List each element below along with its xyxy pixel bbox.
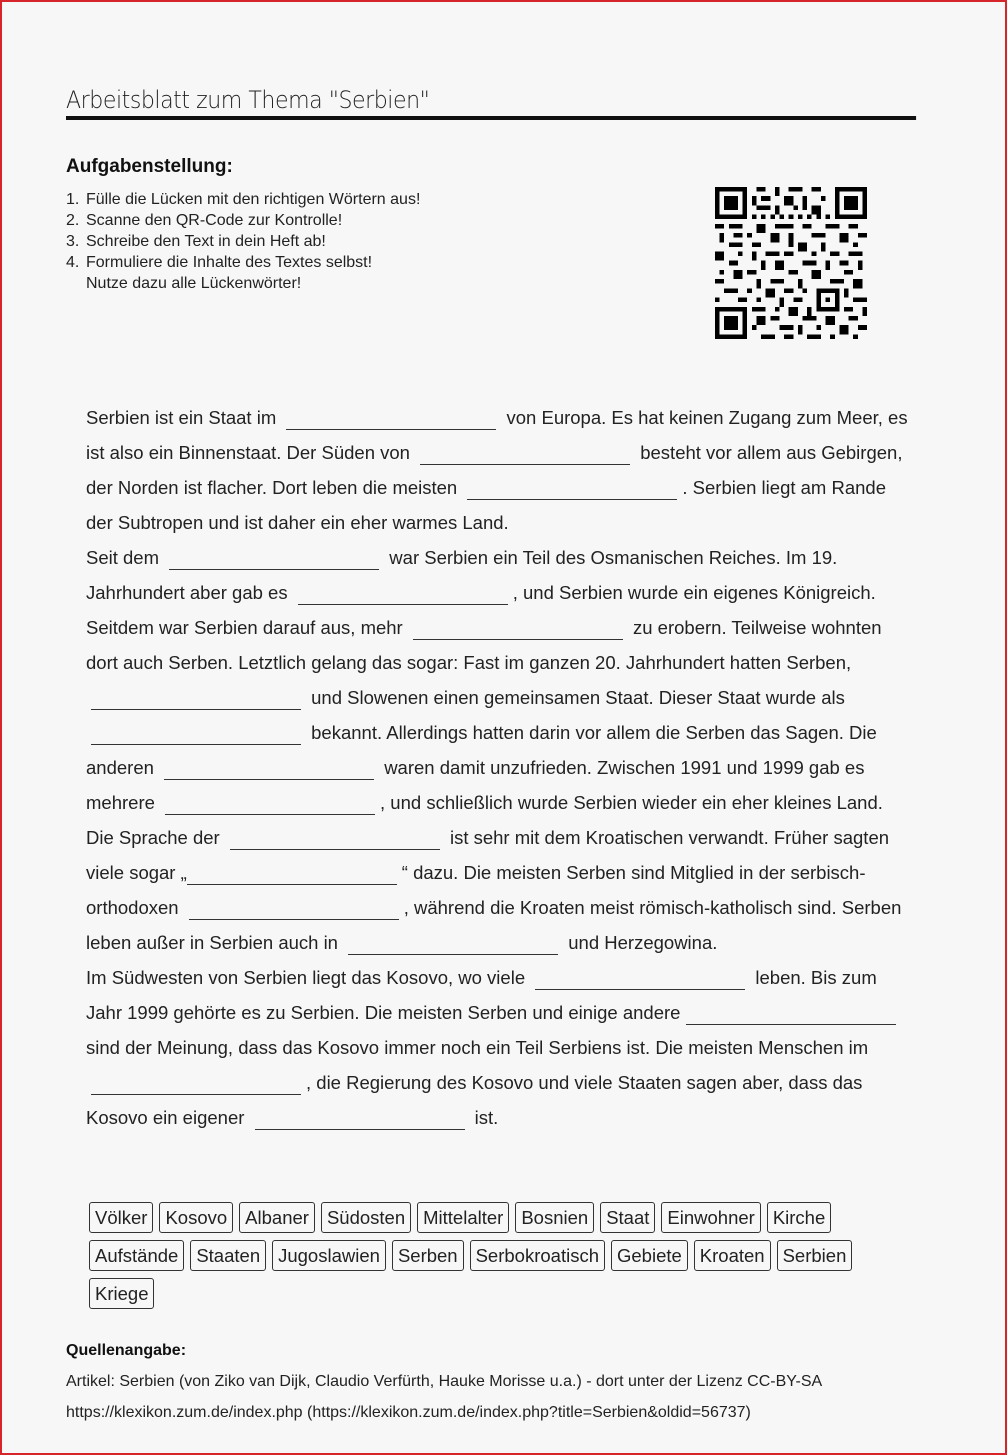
- gap-blank[interactable]: [164, 757, 374, 780]
- source-article: Artikel: Serbien (von Ziko van Dijk, Claudio Verfürth, Hauke Morisse u.a.) - dort unter der Lizenz CC-BY-SA: [66, 1373, 823, 1390]
- word-chip[interactable]: Staat: [600, 1202, 655, 1233]
- task-item: 4. Formuliere die Inhalte des Textes selbst!: [66, 254, 373, 271]
- source-link[interactable]: https://klexikon.zum.de/index.php (https://klexikon.zum.de/index.php?title=Serbien&oldid=56737): [66, 1404, 751, 1421]
- word-chip[interactable]: Völker: [89, 1202, 153, 1233]
- gap-blank[interactable]: [286, 407, 496, 430]
- gap-blank[interactable]: [189, 897, 399, 920]
- gap-blank[interactable]: [169, 547, 379, 570]
- word-chip[interactable]: Albaner: [239, 1202, 315, 1233]
- word-chip[interactable]: Kroaten: [694, 1240, 771, 1271]
- cloze-paragraph: Serbien ist ein Staat im von Europa. Es hat keinen Zugang zum Meer, es ist also ein Binnenstaat. Der Süden von besteht vor allem aus Gebirgen, der Norden ist flacher. Dort leben die meisten . Serbien liegt am Rande der Subtropen und ist daher ein eher warmes Land.: [86, 407, 908, 533]
- sources-heading: Quellenangabe:: [66, 1342, 187, 1359]
- gap-blank[interactable]: [298, 582, 508, 605]
- task-heading: Aufgabenstellung:: [66, 156, 233, 177]
- gap-blank[interactable]: [413, 617, 623, 640]
- task-item: 3. Schreibe den Text in dein Heft ab!: [66, 233, 326, 250]
- word-chip[interactable]: Kosovo: [159, 1202, 233, 1233]
- word-bank: [89, 1202, 909, 1309]
- task-item: 1. Fülle die Lücken mit den richtigen Wörtern aus!: [66, 191, 421, 208]
- gap-blank[interactable]: [230, 827, 440, 850]
- word-chip[interactable]: Serben: [392, 1240, 464, 1271]
- qr-code-icon[interactable]: [715, 187, 867, 339]
- gap-blank[interactable]: [348, 932, 558, 955]
- gap-blank[interactable]: [187, 862, 397, 885]
- page-title: Arbeitsblatt zum Thema "Serbien": [66, 86, 916, 120]
- word-chip[interactable]: Bosnien: [515, 1202, 594, 1233]
- word-chip[interactable]: Einwohner: [661, 1202, 760, 1233]
- word-chip[interactable]: Kirche: [767, 1202, 831, 1233]
- gap-blank[interactable]: [91, 722, 301, 745]
- cloze-paragraph: Im Südwesten von Serbien liegt das Kosovo, wo viele leben. Bis zum Jahr 1999 gehörte es zu Serbien. Die meisten Serben und einige andere sind der Meinung, dass das Kosovo immer noch ein Teil Serbiens ist. Die meisten Menschen im , die Regierung des Kosovo und viele Staaten sagen aber, dass das Kosovo ein eigener ist.: [86, 960, 916, 1135]
- word-chip[interactable]: Südosten: [321, 1202, 411, 1233]
- task-list: [66, 189, 420, 294]
- cloze-text: [86, 400, 916, 1135]
- task-item-continuation: Nutze dazu alle Lückenwörter!: [86, 275, 302, 292]
- gap-blank[interactable]: [535, 967, 745, 990]
- word-chip[interactable]: Kriege: [89, 1278, 154, 1309]
- word-chip[interactable]: Aufstände: [89, 1240, 184, 1271]
- gap-blank[interactable]: [255, 1107, 465, 1130]
- gap-blank[interactable]: [420, 442, 630, 465]
- cloze-paragraph: Seit dem war Serbien ein Teil des Osmanischen Reiches. Im 19. Jahrhundert aber gab es , und Serbien wurde ein eigenes Königreich. Seitdem war Serbien darauf aus, mehr zu erobern. Teilweise wohnten dort auch Serben. Letztlich gelang das sogar: Fast im ganzen 20. Jahrhundert hatten Serben, und Slowenen einen gemeinsamen Staat. Dieser Staat wurde als bekannt. Allerdings hatten darin vor allem die Serben das Sagen. Die anderen waren damit unzufrieden. Zwischen 1991 und 1999 gab es mehrere , und schließlich wurde Serbien wieder ein eher kleines Land.: [86, 547, 883, 813]
- word-chip[interactable]: Serbokroatisch: [470, 1240, 605, 1271]
- task-item: 2. Scanne den QR-Code zur Kontrolle!: [66, 212, 343, 229]
- cloze-paragraph: Die Sprache der ist sehr mit dem Kroatischen verwandt. Früher sagten viele sogar „ “ dazu. Die meisten Serben sind Mitglied in der serbisch-orthodoxen , während die Kroaten meist römisch-katholisch sind. Serben leben außer in Serbien auch in und Herzegowina.: [86, 827, 902, 953]
- gap-blank[interactable]: [686, 1002, 896, 1025]
- word-chip[interactable]: Mittelalter: [417, 1202, 509, 1233]
- word-chip[interactable]: Jugoslawien: [272, 1240, 386, 1271]
- word-chip[interactable]: Serbien: [777, 1240, 853, 1271]
- word-chip[interactable]: Staaten: [190, 1240, 266, 1271]
- gap-blank[interactable]: [165, 792, 375, 815]
- word-chip[interactable]: Gebiete: [611, 1240, 688, 1271]
- gap-blank[interactable]: [467, 477, 677, 500]
- gap-blank[interactable]: [91, 687, 301, 710]
- gap-blank[interactable]: [91, 1072, 301, 1095]
